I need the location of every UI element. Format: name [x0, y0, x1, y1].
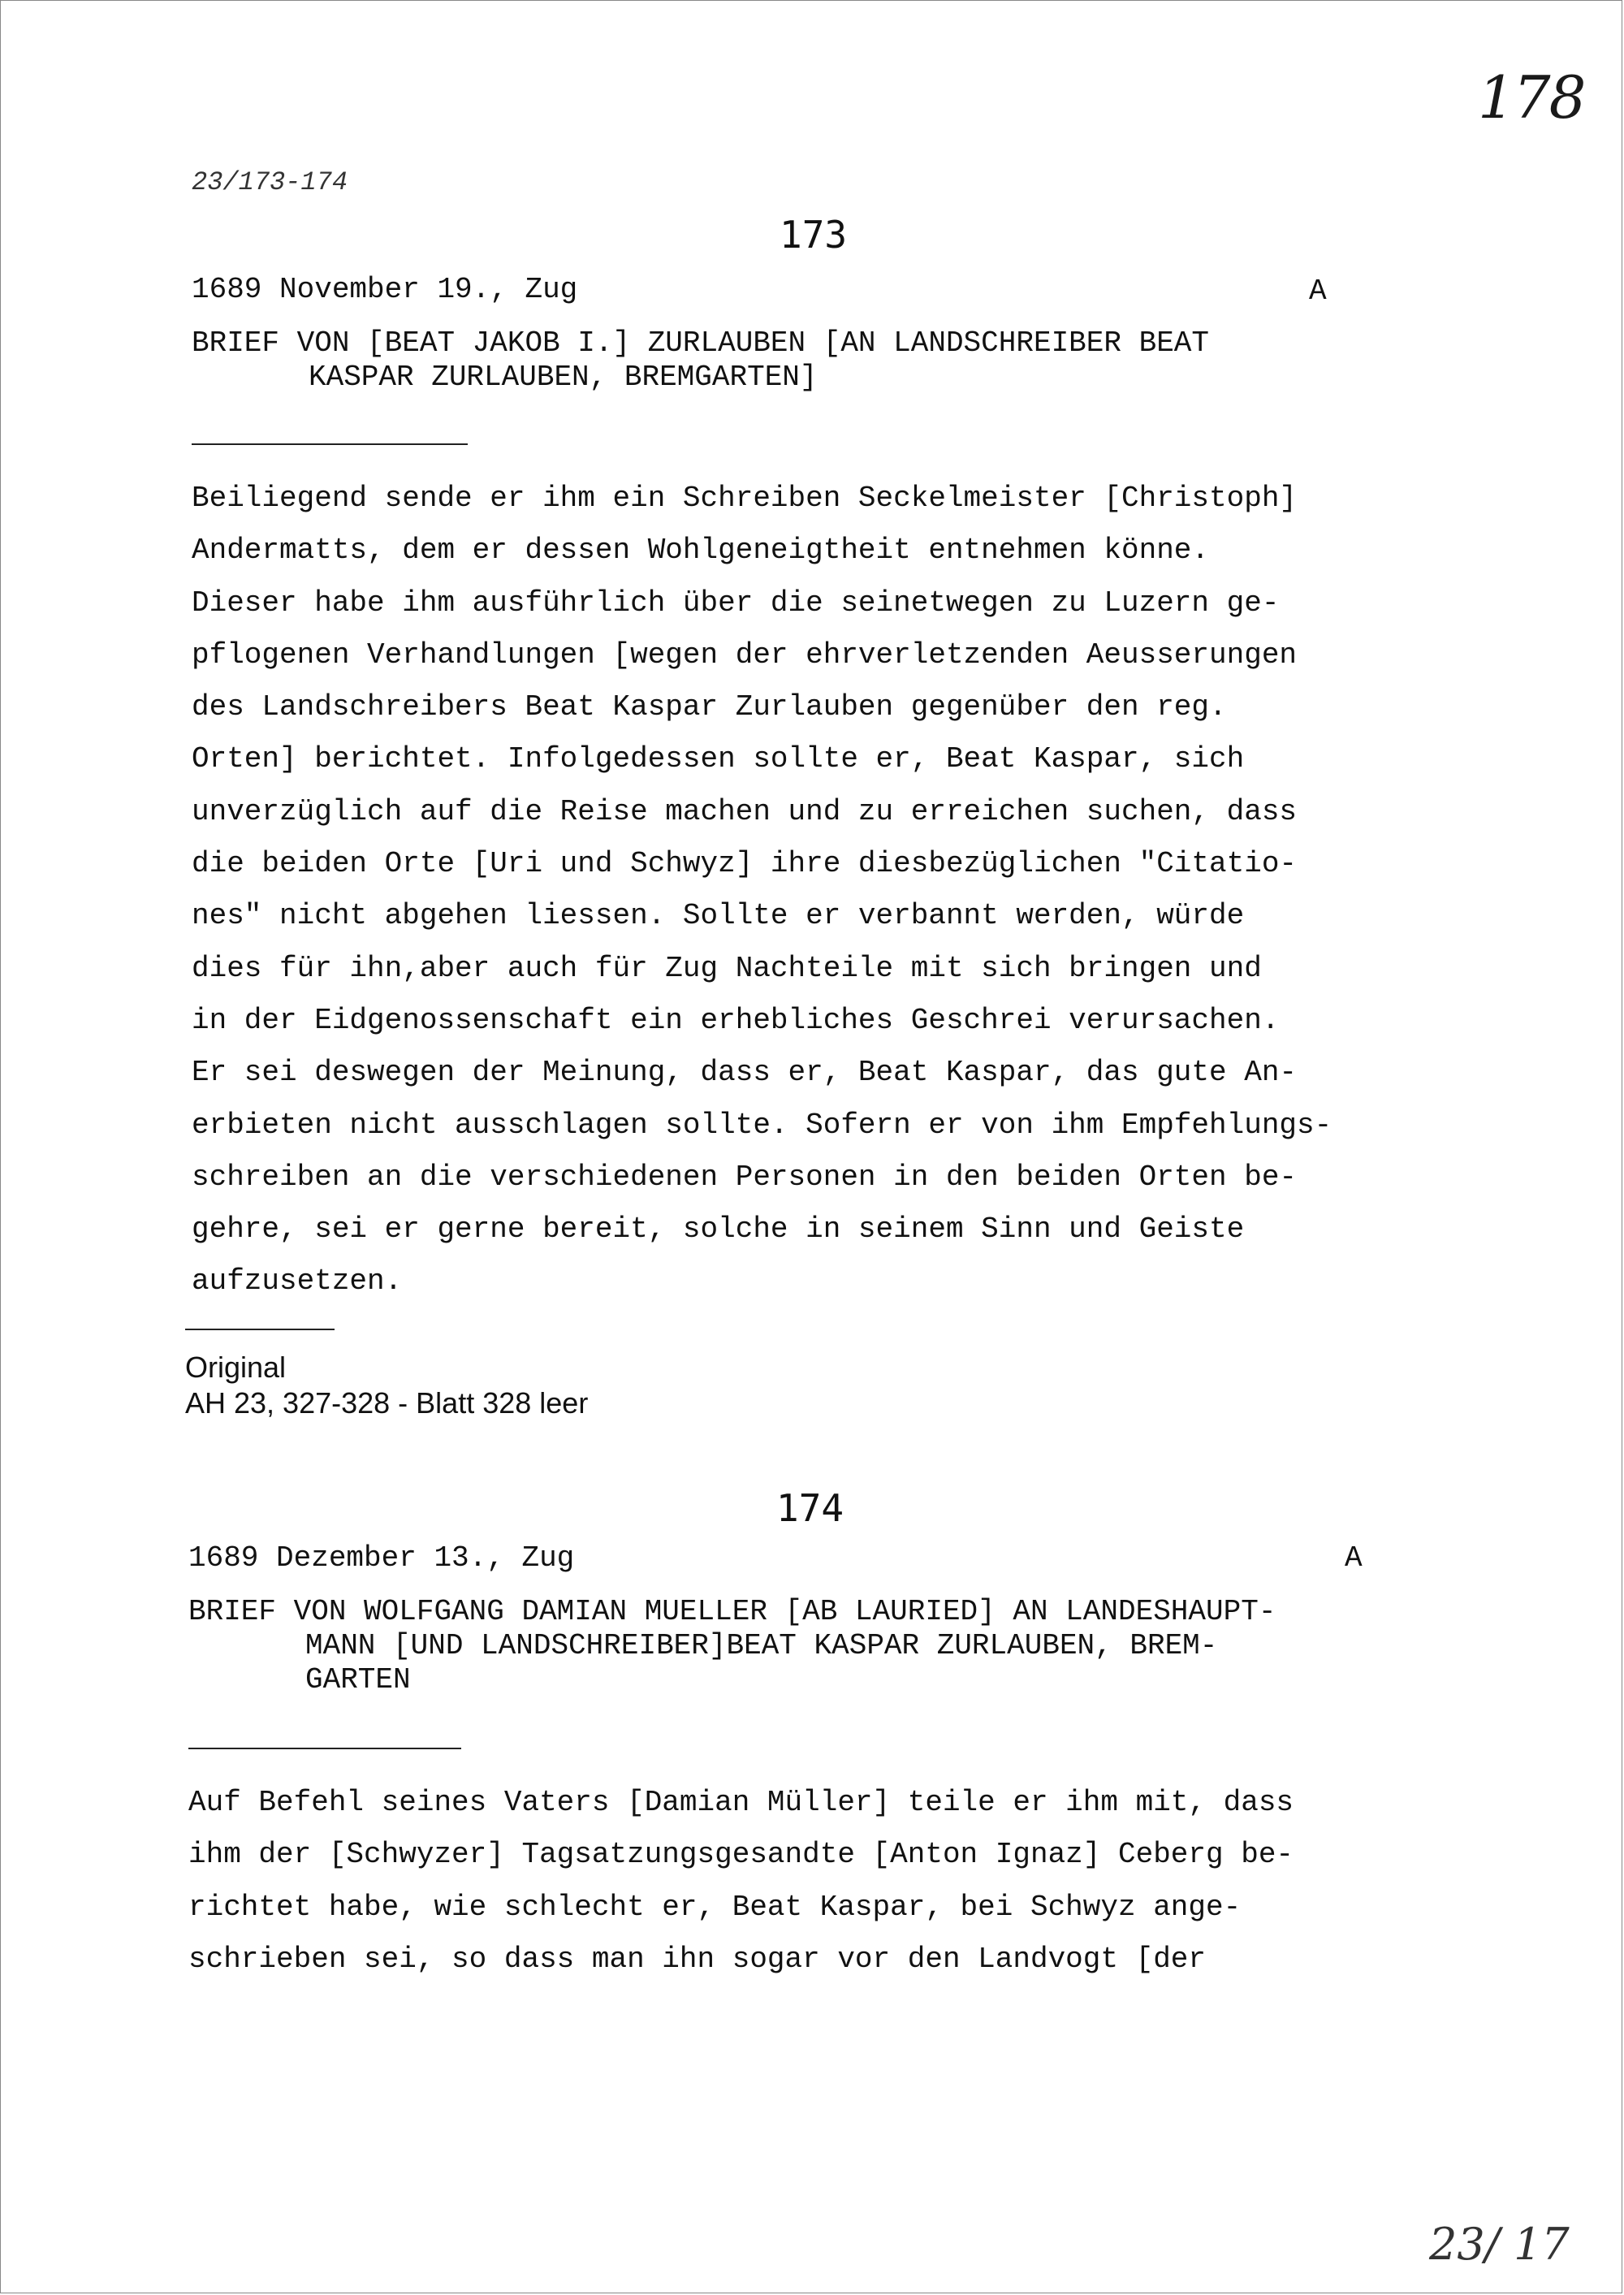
body-line: dies für ihn,aber auch für Zug Nachteile mit sich bringen und — [192, 951, 1262, 985]
document-marker: A — [1345, 1541, 1363, 1575]
body-line: richtet habe, wie schlecht er, Beat Kaspar, bei Schwyz ange- — [188, 1890, 1242, 1924]
body-line: in der Eidgenossenschaft ein erhebliches Geschrei verursachen. — [192, 1003, 1280, 1037]
body-line: schreiben an die verschiedenen Personen in den beiden Orten be- — [192, 1160, 1298, 1194]
heading-line: BRIEF VON WOLFGANG DAMIAN MUELLER [AB LAURIED] AN LANDESHAUPT- — [188, 1595, 1276, 1628]
heading-line: KASPAR ZURLAUBEN, BREMGARTEN] — [309, 361, 818, 394]
document-date: 1689 November 19., Zug — [192, 273, 578, 306]
body-line: Er sei deswegen der Meinung, dass er, Beat Kaspar, das gute An- — [192, 1056, 1298, 1090]
document-reference: 23/173-174 — [192, 167, 348, 197]
document-heading — [192, 326, 1209, 395]
body-line: pflogenen Verhandlungen [wegen der ehrverletzenden Aeusserungen — [192, 638, 1298, 672]
document-source — [185, 1350, 588, 1421]
heading-line: GARTEN — [305, 1663, 411, 1696]
document-date: 1689 Dezember 13., Zug — [188, 1541, 575, 1575]
body-line: unverzüglich auf die Reise machen und zu erreichen suchen, dass — [192, 794, 1298, 828]
body-line: ihm der [Schwyzer] Tagsatzungsgesandte [Anton Ignaz] Ceberg be- — [188, 1838, 1294, 1872]
handwritten-page-number: 178 — [1478, 63, 1585, 132]
heading-rule — [188, 1748, 461, 1749]
body-line: Dieser habe ihm ausführlich über die seinetwegen zu Luzern ge- — [192, 586, 1280, 620]
body-line: die beiden Orte [Uri und Schwyz] ihre diesbezüglichen "Citatio- — [192, 847, 1298, 881]
heading-line: BRIEF VON [BEAT JAKOB I.] ZURLAUBEN [AN LANDSCHREIBER BEAT — [192, 326, 1210, 360]
document-number: 173 — [780, 213, 848, 257]
corner-handwritten-note: 23/ 17 — [1429, 2219, 1570, 2270]
document-marker: A — [1309, 274, 1327, 308]
body-line: des Landschreibers Beat Kaspar Zurlauben gegenüber den reg. — [192, 690, 1227, 724]
document-body — [188, 1777, 1294, 1986]
body-line: Orten] berichtet. Infolgedessen sollte er, Beat Kaspar, sich — [192, 742, 1245, 776]
source-line: Original — [185, 1351, 287, 1384]
body-line: nes" nicht abgehen liessen. Sollte er verbannt werden, würde — [192, 899, 1245, 933]
body-line: gehre, sei er gerne bereit, solche in seinem Sinn und Geiste — [192, 1212, 1245, 1247]
document-body — [192, 473, 1332, 1308]
document-number: 174 — [776, 1486, 844, 1530]
source-line: AH 23, 327-328 - Blatt 328 leer — [185, 1386, 589, 1420]
heading-rule — [192, 443, 468, 445]
document-heading — [188, 1595, 1276, 1697]
body-line: Beiliegend sende er ihm ein Schreiben Seckelmeister [Christoph] — [192, 482, 1298, 515]
heading-line: MANN [UND LANDSCHREIBER]BEAT KASPAR ZURLAUBEN, BREM- — [305, 1629, 1218, 1662]
body-line: aufzusetzen. — [192, 1264, 403, 1299]
body-line: Andermatts, dem er dessen Wohlgeneigtheit entnehmen könne. — [192, 534, 1210, 568]
body-line: schrieben sei, so dass man ihn sogar vor den Landvogt [der — [188, 1942, 1207, 1976]
body-line: Auf Befehl seines Vaters [Damian Müller] teile er ihm mit, dass — [188, 1786, 1294, 1819]
body-line: erbieten nicht ausschlagen sollte. Sofern er von ihm Empfehlungs- — [192, 1108, 1332, 1142]
source-rule — [185, 1329, 335, 1330]
